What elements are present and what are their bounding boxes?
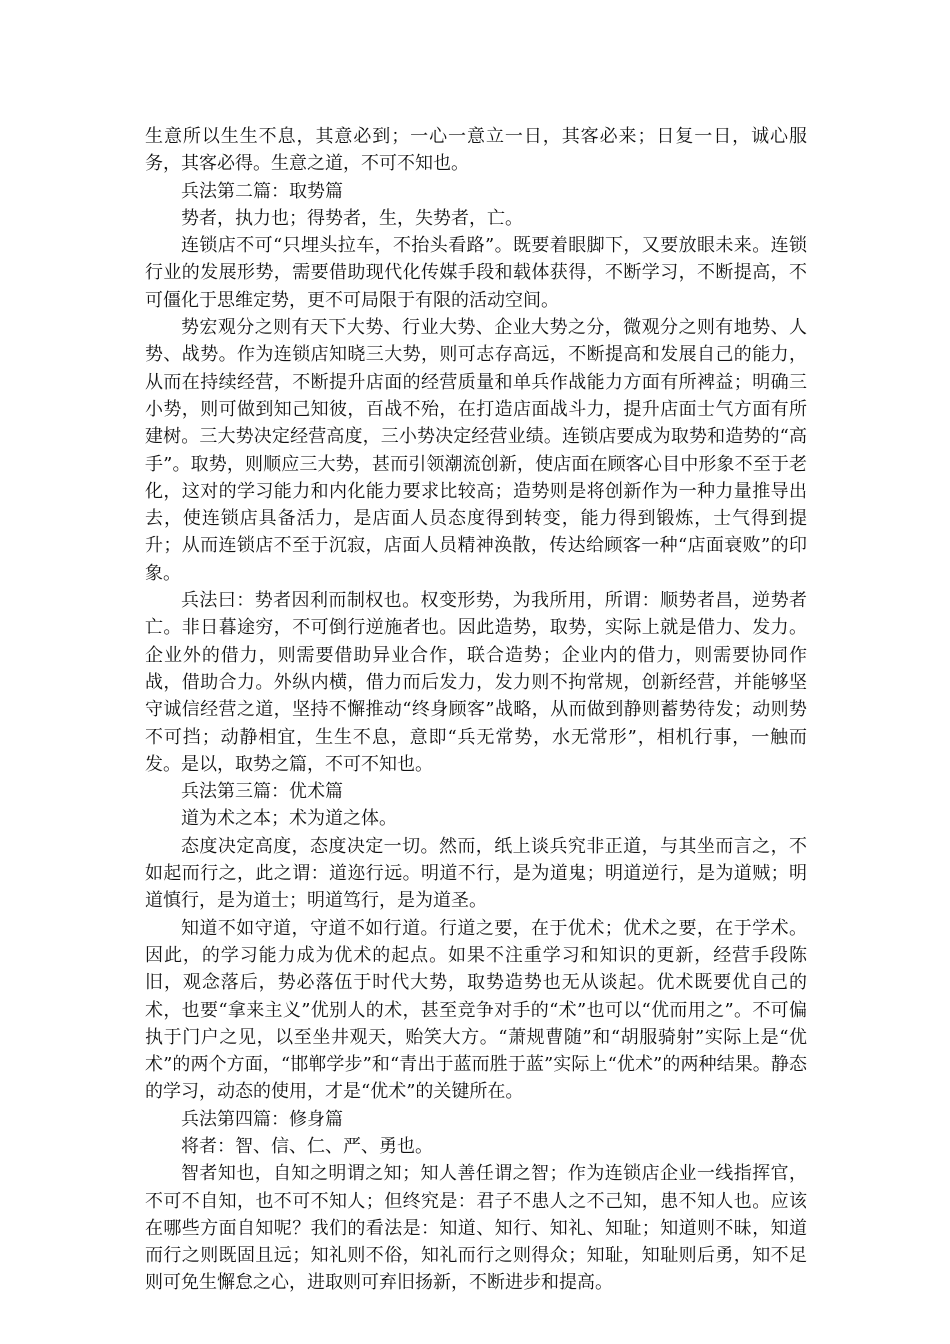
- paragraph: 势宏观分之则有天下大势、行业大势、企业大势之分，微观分之则有地势、人势、战势。作为连锁店知晓三大势，则可志存高远，不断提高和发展自己的能力，从而在持续经营，不断提升店面的经营质量和单兵作战能力方面有所裨益；明确三小势，则可做到知己知彼，百战不殆，在打造店面战斗力，提升店面士气方面有所建树。三大势决定经营高度，三小势决定经营业绩。连锁店要成为取势和造势的“高手”。取势，则顺应三大势，甚而引领潮流创新，使店面在顾客心目中形象不至于老化，这对的学习能力和内化能力要求比较高；造势则是将创新作为一种力量推导出去，使连锁店具备活力，是店面人员态度得到转变，能力得到锻炼，士气得到提升；从而连锁店不至于沉寂，店面人员精神涣散，传达给顾客一种“店面衰败”的印象。: [145, 317, 807, 584]
- paragraph: 知道不如守道，守道不如行道。行道之要，在于优术；优术之要，在于学术。因此，的学习能力成为优术的起点。如果不注重学习和知识的更新，经营手段陈旧，观念落后，势必落伍于时代大势，取势造势也无从谈起。优术既要优自己的术，也要“拿来主义”优别人的术，甚至竞争对手的“术”也可以“优而用之”。不可偏执于门户之见，以至坐井观天，贻笑大方。“萧规曹随”和“胡服骑射”实际上是“优术”的两个方面，“邯郸学步”和“青出于蓝而胜于蓝”实际上“优术”的两种结果。静态的学习，动态的使用，才是“优术”的关键所在。: [145, 917, 807, 1103]
- section-motto-qushi: 势者，执力也；得势者，生，失势者，亡。: [181, 207, 523, 229]
- paragraph: 态度决定高度，态度决定一切。然而，纸上谈兵究非正道，与其坐而言之，不如起而行之，此之谓：道迩行远。明道不行，是为道鬼；明道逆行，是为道贼；明道慎行，是为道士；明道笃行，是为道圣。: [145, 835, 807, 912]
- paragraph-continuation: 生意所以生生不息，其意必到；一心一意立一日，其客必来；日复一日，诚心服务，其客必得。生意之道，不可不知也。: [145, 126, 807, 175]
- document-page: [145, 123, 807, 1297]
- paragraph: 连锁店不可“只埋头拉车，不抬头看路”。既要着眼脚下，又要放眼未来。连锁行业的发展形势，需要借助现代化传媒手段和载体获得，不断学习，不断提高，不可僵化于思维定势，更不可局限于有限的活动空间。: [145, 235, 807, 311]
- section-motto-youshu: 道为术之本；术为道之体。: [181, 808, 397, 830]
- paragraph: 兵法曰：势者因利而制权也。权变形势，为我所用，所谓：顺势者昌，逆势者亡。非日暮途穷，不可倒行逆施者也。因此造势，取势，实际上就是借力、发力。企业外的借力，则需要借助异业合作，联合造势；企业内的借力，则需要协同作战，借助合力。外纵内横，借力而后发力，发力则不拘常规，创新经营，并能够坚守诚信经营之道，坚持不懈推动“终身顾客”战略，从而做到静则蓄势待发；动则势不可挡；动静相宜，生生不息，意即“兵无常势，水无常形”，相机行事，一触而发。是以，取势之篇，不可不知也。: [145, 590, 807, 775]
- section-motto-xiushen: 将者：智、信、仁、严、勇也。: [181, 1135, 433, 1157]
- section-heading-qushi: 兵法第二篇：取势篇: [181, 180, 343, 202]
- section-heading-xiushen: 兵法第四篇：修身篇: [181, 1108, 343, 1130]
- paragraph: 智者知也，自知之明谓之知；知人善任谓之智；作为连锁店企业一线指挥官，不可不自知，也不可不知人；但终究是：君子不患人之不己知，患不知人也。应该在哪些方面自知呢？我们的看法是：知道、知行、知礼、知耻；知道则不昧，知道而行之则既固且远；知礼则不俗，知礼而行之则得众；知耻，知耻则后勇，知不足则可免生懈怠之心，进取则可弃旧扬新，不断进步和提高。: [145, 1163, 807, 1294]
- section-heading-youshu: 兵法第三篇：优术篇: [181, 781, 343, 803]
